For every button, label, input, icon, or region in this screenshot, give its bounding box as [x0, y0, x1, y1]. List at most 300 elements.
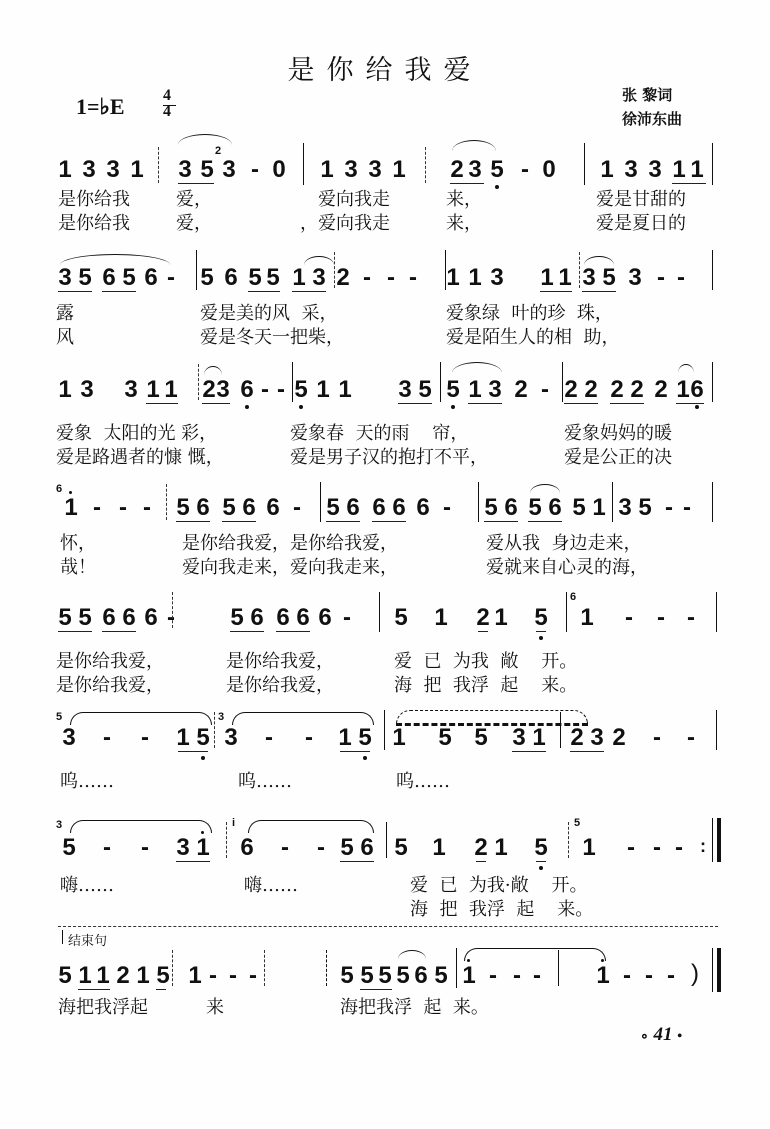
note: 5	[340, 962, 354, 989]
note: 5	[78, 264, 92, 291]
lyric: 爱 已 为我 敞 开。	[394, 651, 578, 672]
dash: -	[249, 962, 257, 989]
note: 6	[144, 604, 158, 631]
note: 2	[450, 156, 464, 183]
note: 6	[346, 494, 360, 521]
note: 5	[248, 264, 262, 291]
note: 5	[122, 264, 136, 291]
note: 5	[58, 604, 72, 631]
final-bar-thin	[712, 948, 713, 992]
lyricist-credit: 张 黎词	[622, 86, 673, 104]
bar-line	[292, 362, 293, 402]
note: 5	[396, 962, 410, 989]
beat-divider	[158, 147, 159, 183]
lyric: 爱象妈妈的暖	[564, 423, 672, 444]
note: 5	[176, 494, 190, 521]
bar-line	[386, 822, 387, 858]
breath-mark	[172, 592, 173, 628]
lyric: 风	[56, 327, 74, 348]
lyric: 是你给我爱，	[56, 675, 164, 696]
underline-eighth	[536, 861, 546, 862]
note: 5	[490, 158, 504, 182]
lyric: 爱是美的风 采，	[200, 303, 338, 324]
dash: -	[317, 834, 325, 861]
note: 2	[610, 376, 624, 403]
bar-line	[303, 143, 304, 185]
note: 3	[344, 156, 358, 183]
time-signature-top: 4	[163, 87, 171, 104]
note: 1	[64, 496, 78, 520]
page-number	[640, 1024, 682, 1046]
fermata-slur	[678, 364, 694, 373]
dash: -	[251, 156, 259, 183]
note: 3	[628, 264, 642, 291]
lyric: 爱是夏日的	[596, 213, 686, 234]
note: 6	[144, 264, 158, 291]
lyric: 爱象 太阳的光 彩，	[56, 423, 218, 444]
note: 3	[82, 156, 96, 183]
underline-eighth	[58, 631, 92, 632]
note: 3	[490, 264, 504, 291]
underline-eighth	[176, 861, 210, 862]
note: 1	[146, 376, 160, 403]
underline-eighth	[512, 751, 546, 752]
note: 1	[58, 156, 72, 183]
composer-credit: 徐沛东曲	[622, 110, 683, 128]
lyric: 爱是冬天一把柴，	[200, 327, 344, 348]
grace-note: 5	[56, 711, 63, 723]
dash: -	[343, 604, 351, 631]
lyric: 是你给我爱，	[226, 651, 334, 672]
slur	[452, 362, 502, 373]
note: 2	[612, 724, 626, 751]
dash: -	[305, 724, 313, 751]
note: 5	[378, 962, 392, 989]
note: 3	[512, 724, 526, 751]
lyric: 爱象绿 叶的珍 珠，	[446, 303, 613, 324]
repeat-dots: :	[700, 836, 706, 856]
note: 3	[582, 264, 596, 291]
note: 3	[398, 376, 412, 403]
lyric: 爱是路遇者的慷 慨，	[56, 447, 224, 468]
dash: -	[167, 264, 175, 291]
beat-divider	[334, 252, 335, 288]
note: 1	[580, 604, 594, 631]
dash: -	[119, 494, 127, 521]
note: 1	[316, 376, 330, 403]
lyric: 呜……	[396, 771, 450, 792]
dash: -	[409, 264, 417, 291]
note: 1	[58, 376, 72, 403]
note: 6	[414, 962, 428, 989]
note: 2	[564, 376, 578, 403]
bar-line	[612, 482, 613, 522]
lyric: 爱向我走	[318, 189, 390, 210]
dash: -	[533, 962, 541, 989]
slur	[398, 950, 426, 959]
note: 6	[250, 604, 264, 631]
note: 1	[130, 156, 144, 183]
lyric: 嗨……	[244, 875, 298, 896]
note: 6	[392, 494, 406, 521]
beat-divider	[326, 950, 327, 986]
note: 1	[690, 156, 704, 183]
bar-line	[558, 950, 559, 986]
grace-note: i	[232, 817, 236, 829]
underline-eighth	[78, 989, 110, 990]
note: 3	[62, 724, 76, 751]
note: 2	[570, 724, 584, 751]
lyric: 爱是公正的决	[564, 447, 672, 468]
dash: -	[627, 834, 635, 861]
final-bar-thick	[717, 818, 721, 862]
note: 2	[202, 376, 216, 403]
dash: -	[103, 724, 111, 751]
note: 3	[224, 724, 238, 751]
note: 1	[392, 156, 406, 183]
note: 1	[582, 834, 596, 861]
page-number-value: 41	[653, 1024, 673, 1045]
beat-divider	[264, 950, 265, 986]
dash: -	[645, 962, 653, 989]
beat-divider	[214, 712, 215, 748]
bar-line	[562, 362, 563, 402]
beat-divider	[560, 712, 561, 748]
note: 5	[294, 378, 308, 402]
underline-eighth	[222, 521, 256, 522]
closing-paren: )	[691, 960, 699, 987]
dash: -	[363, 264, 371, 291]
note: 6	[240, 834, 254, 861]
underline-eighth	[476, 861, 486, 862]
note: 5	[534, 606, 548, 630]
note: 0	[542, 156, 556, 183]
lyric: 爱是陌生人的相 助，	[446, 327, 620, 348]
note: 1	[540, 264, 554, 291]
underline-eighth	[156, 989, 166, 990]
underline-eighth	[102, 631, 136, 632]
note: 5	[326, 494, 340, 521]
lyric: 爱从我 身边走来，	[486, 533, 642, 554]
note: 5	[230, 604, 244, 631]
grace-note: 6	[56, 483, 63, 495]
dash: -	[143, 494, 151, 521]
note: 5	[58, 962, 72, 989]
lyric: 是你给我	[58, 213, 130, 234]
bar-line	[379, 592, 380, 632]
lyric: 呜……	[238, 771, 292, 792]
note: 1	[434, 604, 448, 631]
note: 6	[196, 494, 210, 521]
note: 1	[188, 962, 202, 989]
underline-eighth	[178, 751, 208, 752]
lyric: 是你给我爱，是你给我爱，	[182, 533, 398, 554]
note: 5	[266, 264, 280, 291]
time-signature-divider	[163, 105, 176, 106]
lyric: 爱，	[176, 189, 212, 210]
underline-eighth	[398, 403, 432, 404]
note: 1	[468, 376, 482, 403]
note: 3	[618, 494, 632, 521]
note: 6	[548, 494, 562, 521]
note: 6	[266, 494, 280, 521]
lyric: 爱向我走来，爱向我走来，	[182, 557, 398, 578]
note: 3	[590, 724, 604, 751]
underline-eighth	[202, 403, 230, 404]
note: 1	[494, 604, 508, 631]
note: 6	[416, 494, 430, 521]
slur	[530, 484, 560, 493]
underline-eighth	[450, 183, 484, 184]
underline-eighth	[528, 521, 562, 522]
underline-eighth	[326, 521, 360, 522]
dash: -	[141, 834, 149, 861]
note: 5	[358, 726, 372, 750]
time-signature-bottom: 4	[163, 103, 171, 120]
underline-eighth	[146, 403, 178, 404]
lyric: 爱就来自心灵的海，	[486, 557, 648, 578]
note: 1	[462, 964, 476, 988]
underline-eighth	[230, 631, 264, 632]
dash: -	[261, 376, 269, 403]
bar-line	[584, 143, 585, 185]
note: 5	[438, 724, 452, 751]
underline-eighth	[478, 631, 488, 632]
lyric: 嗨……	[60, 875, 114, 896]
slur	[464, 948, 606, 961]
underline-eighth	[570, 751, 604, 752]
beat-divider	[425, 147, 426, 183]
note: 6	[504, 494, 518, 521]
underline-eighth	[276, 631, 310, 632]
note: 1	[78, 962, 92, 989]
bar-line	[716, 710, 717, 750]
dash: -	[513, 962, 521, 989]
ending-bracket-tick	[62, 930, 63, 944]
slur	[178, 134, 232, 145]
lyric: 是你给我爱，	[56, 651, 164, 672]
grace-note: 6	[570, 591, 577, 603]
lyric: 海 把 我浮 起 来。	[410, 899, 594, 920]
bullet-icon: •	[677, 1029, 683, 1044]
note: 0	[272, 156, 286, 183]
bar-line	[440, 362, 441, 402]
note: 1	[596, 964, 610, 988]
dash: -	[625, 604, 633, 631]
dash: -	[653, 834, 661, 861]
underline-eighth	[340, 751, 370, 752]
note: 2	[336, 264, 350, 291]
bar-line	[384, 710, 385, 750]
lyric: 来	[206, 997, 224, 1018]
underline-eighth	[176, 521, 210, 522]
lyric: 爱 已 为我·敞 开。	[410, 875, 588, 896]
dash: -	[141, 724, 149, 751]
note: 3	[124, 376, 138, 403]
note: 1	[672, 156, 686, 183]
dash: -	[541, 376, 549, 403]
underline-eighth	[360, 989, 392, 990]
lyric: 爱象春 天的雨 帘，	[290, 423, 469, 444]
beat-divider	[568, 822, 569, 858]
note: 5	[394, 834, 408, 861]
dash: -	[281, 834, 289, 861]
underline-eighth	[672, 183, 706, 184]
note: 5	[602, 264, 616, 291]
dash: -	[675, 834, 683, 861]
note: 2	[654, 376, 668, 403]
note: 5	[474, 724, 488, 751]
beat-divider	[172, 950, 173, 986]
note: 1	[592, 494, 606, 521]
bar-line	[712, 250, 713, 290]
ending-label: 结束句	[68, 934, 108, 949]
lyric: 来，	[446, 213, 482, 234]
note: 3	[80, 376, 94, 403]
note: 2	[476, 604, 490, 631]
note: 3	[222, 156, 236, 183]
note: 1	[96, 962, 110, 989]
dash: -	[489, 962, 497, 989]
note: 6	[102, 604, 116, 631]
note: 5	[418, 376, 432, 403]
note: 6	[360, 834, 374, 861]
underline-eighth	[536, 631, 546, 632]
underline-eighth	[582, 291, 616, 292]
underline-eighth	[178, 183, 214, 184]
underline-eighth	[468, 403, 502, 404]
note: 1	[446, 264, 460, 291]
note: 2	[630, 376, 644, 403]
note: 6	[296, 604, 310, 631]
note: 5	[340, 834, 354, 861]
note: 5	[572, 494, 586, 521]
note: 1	[338, 376, 352, 403]
bar-line	[712, 362, 713, 402]
note: 3	[106, 156, 120, 183]
slur	[248, 820, 374, 833]
dash: -	[443, 494, 451, 521]
note: 5	[534, 836, 548, 860]
note: 5	[446, 378, 460, 402]
bar-line	[196, 250, 197, 290]
note: 1	[676, 376, 690, 403]
lyric: 海 把 我浮 起 来。	[394, 675, 578, 696]
note: 6	[242, 494, 256, 521]
beat-divider	[226, 822, 227, 858]
note: 5	[196, 726, 210, 750]
note: 6	[372, 494, 386, 521]
note: 3	[312, 264, 326, 291]
slur	[70, 820, 212, 833]
bullet-icon: ∘	[640, 1029, 649, 1044]
note: 5	[222, 494, 236, 521]
dash: -	[93, 494, 101, 521]
dash: -	[665, 494, 673, 521]
final-bar-thin	[712, 818, 713, 862]
dash: -	[265, 724, 273, 751]
note: 6	[690, 378, 704, 402]
song-title: 是你给我爱	[287, 55, 483, 86]
note: 5	[360, 962, 374, 989]
beat-divider	[198, 364, 199, 400]
underline-eighth	[564, 403, 598, 404]
bar-line	[712, 482, 713, 522]
note: 1	[392, 724, 406, 751]
note: 3	[468, 156, 482, 183]
underline-eighth	[102, 291, 136, 292]
dash: -	[521, 156, 529, 183]
note: 1	[292, 264, 306, 291]
note: 3	[58, 264, 72, 291]
note: 5	[434, 962, 448, 989]
bar-line	[712, 143, 713, 185]
note: 3	[624, 156, 638, 183]
lyric: 爱是甘甜的	[596, 189, 686, 210]
underline-eighth	[248, 291, 280, 292]
beat-divider	[579, 252, 580, 288]
underline-eighth	[292, 291, 326, 292]
lyric: ，爱向我走	[300, 213, 390, 234]
note: 1	[532, 724, 546, 751]
note: 6	[318, 604, 332, 631]
lyric: 露	[56, 303, 74, 324]
note: 6	[122, 604, 136, 631]
lyric: 呜……	[60, 771, 114, 792]
note: 1	[196, 836, 210, 860]
note: 5	[484, 494, 498, 521]
bar-line	[566, 592, 567, 632]
lyric: 海把我浮起	[58, 997, 148, 1018]
note: 6	[224, 264, 238, 291]
note: 5	[78, 604, 92, 631]
dash: -	[687, 724, 695, 751]
grace-note: 2	[215, 145, 222, 157]
note: 2	[514, 376, 528, 403]
note: 5	[528, 494, 542, 521]
note: 5	[394, 604, 408, 631]
underline-eighth	[676, 403, 704, 404]
slur	[232, 712, 374, 725]
lyric: 怀，	[60, 533, 96, 554]
dash: -	[667, 962, 675, 989]
note: 2	[116, 962, 130, 989]
note: 1	[600, 156, 614, 183]
note: 2	[584, 376, 598, 403]
dash: -	[683, 494, 691, 521]
note: 6	[276, 604, 290, 631]
lyric: 是你给我	[58, 189, 130, 210]
note: 1	[176, 724, 190, 751]
dash: -	[387, 264, 395, 291]
fermata-slur	[204, 366, 222, 375]
note: 1	[432, 834, 446, 861]
note: 2	[474, 834, 488, 861]
slur	[452, 140, 496, 151]
dash: -	[229, 962, 237, 989]
dash: -	[623, 962, 631, 989]
dash: -	[687, 604, 695, 631]
lyric: 爱是男子汉的抱打不平，	[290, 447, 488, 468]
underline-eighth	[340, 861, 374, 862]
dash: -	[277, 376, 285, 403]
note: 3	[648, 156, 662, 183]
dash: -	[293, 494, 301, 521]
ending-bracket-line	[58, 926, 718, 927]
underline-eighth	[540, 291, 572, 292]
dash: -	[657, 604, 665, 631]
note: 5	[62, 834, 76, 861]
